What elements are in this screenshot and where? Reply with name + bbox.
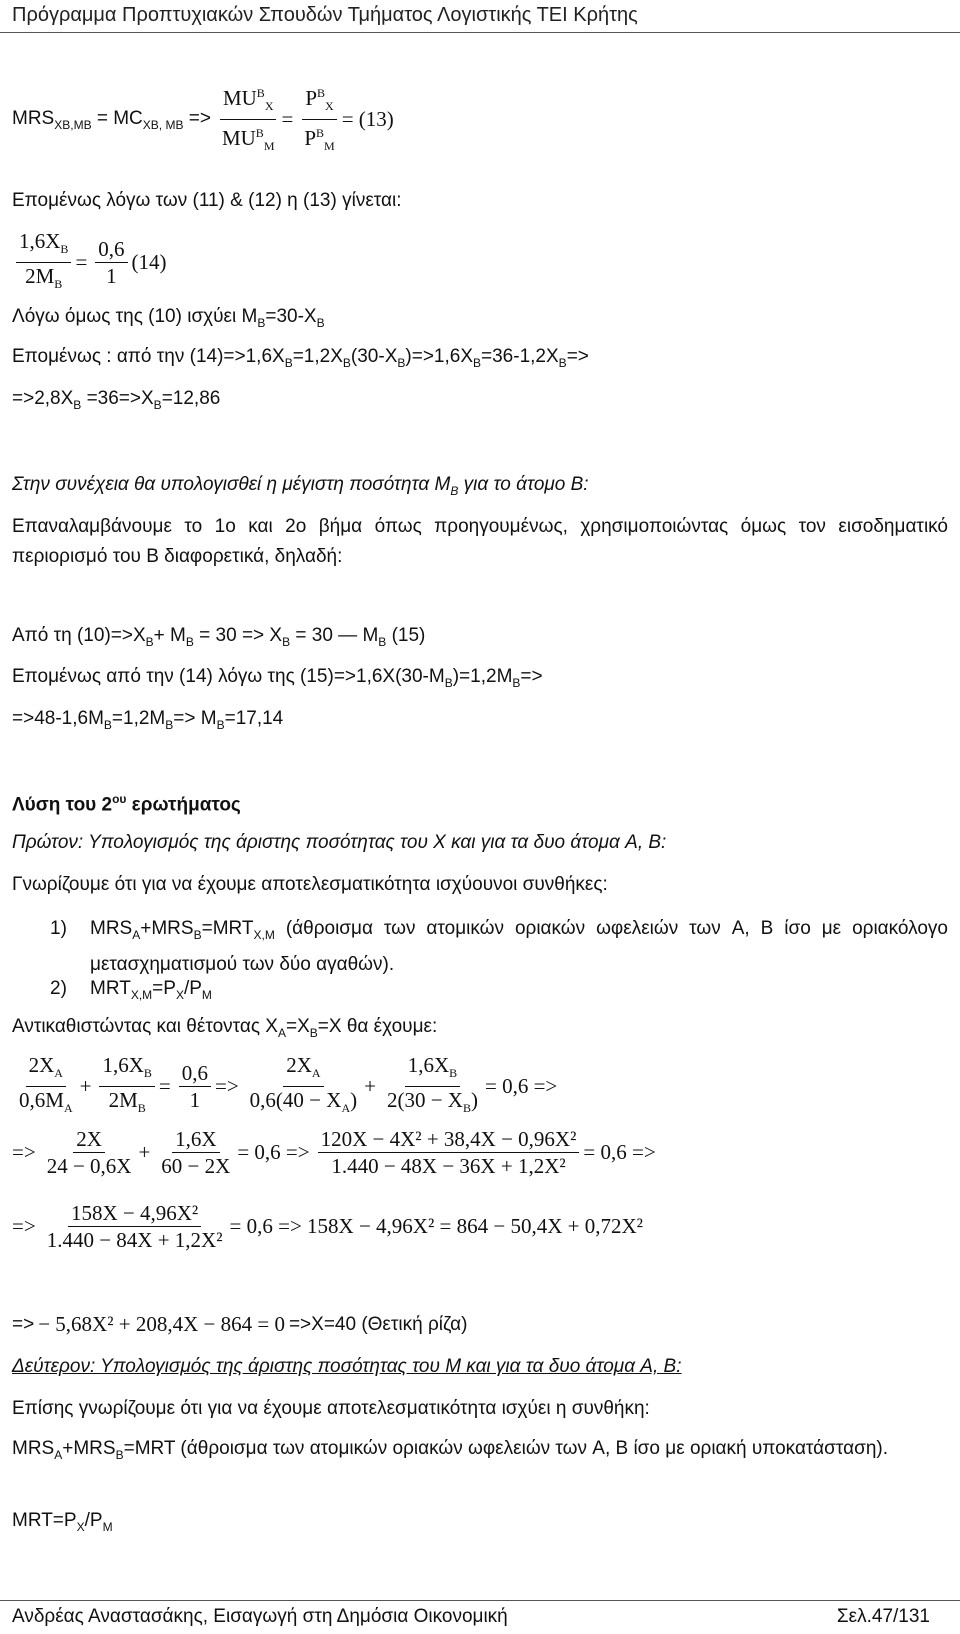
equation-13: $MRS_{XB,MB} = MC_{XB, MB}$ => $\frac{MU^B_X}{MU^B_M}$ = $\frac{P^B_X}{P^B_M}$ = (13): [12, 80, 398, 159]
equation-c: => $\frac{\text{158X − 4,96X²}}{\text{1.440 − 84X + 1,2X²}}$ = 0,6 => 158X − 4,96X² = 864 − 50,4X + 0,72X²: [12, 1201, 643, 1252]
text-line: Αντικαθιστώντας και θέτοντας $X_A=X_B=X$ θα έχουμε:: [12, 1016, 438, 1040]
text-line: Στην συνέχεια θα υπολογισθεί η μέγιστη ποσότητα $M_B$ για το άτομο B:: [12, 474, 589, 498]
text-line: $=>2,8X_B =36=>X_B=12,86$: [12, 388, 221, 412]
header-divider: [0, 32, 960, 33]
footer-divider: [0, 1600, 960, 1601]
text-line: Επίσης γνωρίζουμε ότι για να έχουμε αποτελεσματικότητα ισχύει η συνθήκη:: [12, 1398, 650, 1419]
text-line: Δεύτερον: Υπολογισμός της άριστης ποσότητας του M και για τα δυο άτομα A, B:: [12, 1356, 682, 1377]
paragraph: $MRS_A+MRS_B=MRT$ (άθροισμα των ατομικών οριακών ωφελειών των A, B ίσο με οριακή υποκατάσταση).: [12, 1438, 888, 1462]
list-item-number: 1): [50, 918, 67, 939]
text-line: Από τη $(10)=>X_B+ M_B = 30 => X_B = 30$ — $M_B$ (15): [12, 625, 426, 649]
equation-d: => − 5,68X² + 208,4X − 864 = 0 =>X=40 (Θετική ρίζα): [12, 1312, 468, 1336]
text-line: $=>48-1,6M_B=1,2M_B=> M_B=17,14$: [12, 708, 284, 732]
fraction-p: $\frac{P^B_X}{P^B_M}$: [301, 80, 337, 159]
text-line: Επομένως : από την $(14)=>1,6X_B=1,2X_B(30-X_B)=>1,6X_B=36-1,2X_B=>$: [12, 346, 589, 370]
equation-a: $\frac{2X_A}{0,6M_A}$ + $\frac{1,6X_B}{2M_B}$ = $\frac{0,6}{1}$ => $\frac{2X_A}{0,6(40 - X_A)}$ + $\frac{1,6X_B}{2(30 - X_B)}$ = 0,6 =>: [19, 1053, 558, 1116]
equation-b: => $\frac{2X}{24 - 0,6X}$ + $\frac{1,6X}{60 - 2X}$ = 0,6 => $\frac{\text{120X − 4X² + 38,4X − 0,96X²}}{\text{1.440 − 48X − 36X + 1,2X²}}$ = 0,6 =>: [12, 1127, 656, 1178]
text-line: Επομένως από την (14) λόγω της $(15)=>1,6X(30-M_B)=1,2M_B=>$: [12, 666, 543, 690]
text-line: Επομένως λόγω των (11) & (12) η (13) γίνεται:: [12, 190, 402, 211]
equation-14: $\frac{1,6X_B}{2M_B}$ = $\frac{0,6}{1}$ (14): [12, 228, 171, 297]
text-line: Πρώτον: Υπολογισμός της άριστης ποσότητας του X και για τα δυο άτομα A, B:: [12, 832, 667, 853]
page-header: Πρόγραμμα Προπτυχιακών Σπουδών Τμήματος Λογιστικής ΤΕΙ Κρήτης: [12, 4, 638, 26]
list-item-number: 2): [50, 978, 67, 999]
list-item: $MRS_A+MRS_B=MRT_{X,M}$ (άθροισμα των ατομικών οριακών ωφελειών των A, B ίσο με οριακόλογο μετασχηματισμού των δύο αγαθών).: [90, 918, 948, 975]
text-line: $MRT=P_X/P_M$: [12, 1510, 113, 1534]
list-item: $MRT_{X,M}=P_X/P_M$: [90, 978, 212, 1002]
text-line: Γνωρίζουμε ότι για να έχουμε αποτελεσματικότητα ισχύουνοι συνθήκες:: [12, 874, 608, 895]
section-heading: Λύση του $2^{o\upsilon}$ ερωτήματος: [12, 792, 241, 816]
paragraph: Επαναλαμβάνουμε το 1ο και 2ο βήμα όπως προηγουμένως, χρησιμοποιώντας όμως τον εισοδηματικό περιορισμό του B διαφορετικά, δηλαδή:: [12, 516, 948, 567]
footer-author: Ανδρέας Αναστασάκης, Εισαγωγή στη Δημόσια Οικονομική: [12, 1606, 508, 1627]
text-line: Λόγω όμως της (10) ισχύει $M_B=30-X_B$: [12, 306, 325, 330]
page-number: Σελ.47/131: [836, 1606, 930, 1627]
fraction-mu: $\frac{MU^B_X}{MU^B_M}$: [219, 80, 278, 159]
